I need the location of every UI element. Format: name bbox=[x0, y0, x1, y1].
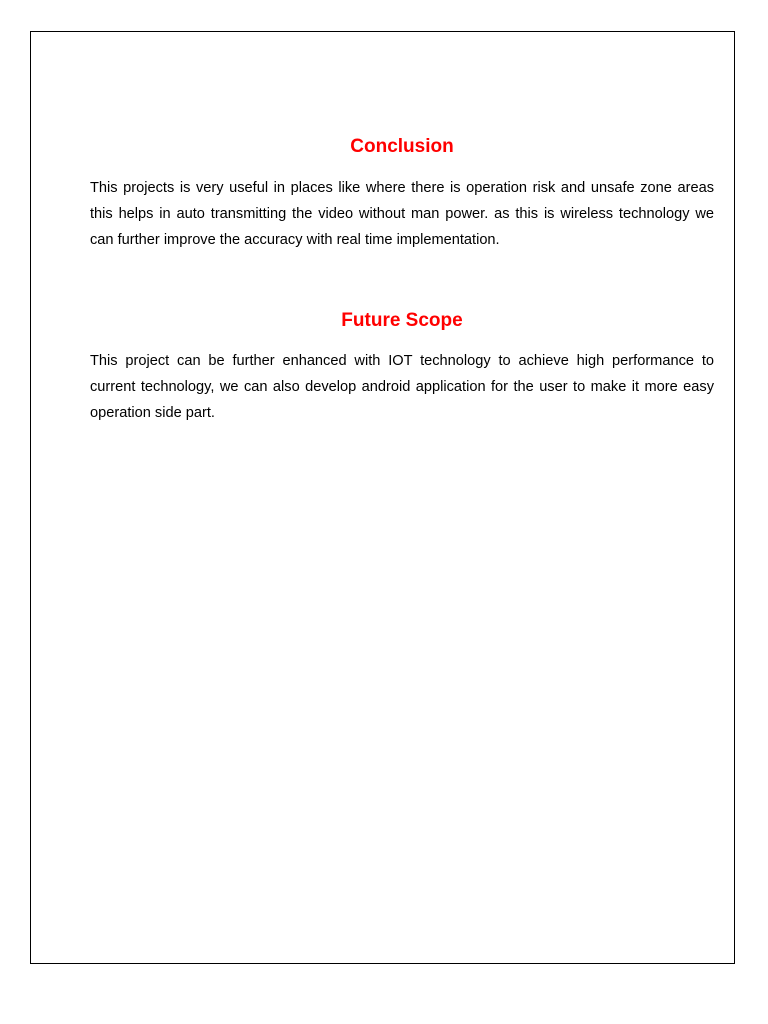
conclusion-heading: Conclusion bbox=[350, 136, 454, 157]
future-scope-paragraph: This project can be further enhanced with IOT technology to achieve high performance to current technology, we can also develop android application for the user to make it more easy operation side part. bbox=[90, 353, 714, 421]
page-border bbox=[30, 31, 735, 964]
conclusion-paragraph: This projects is very useful in places like where there is operation risk and unsafe zone areas this helps in auto transmitting the video without man power. as this is wireless technology we can further improve the accuracy with real time implementation. bbox=[90, 180, 714, 248]
future-scope-heading: Future Scope bbox=[341, 310, 463, 331]
